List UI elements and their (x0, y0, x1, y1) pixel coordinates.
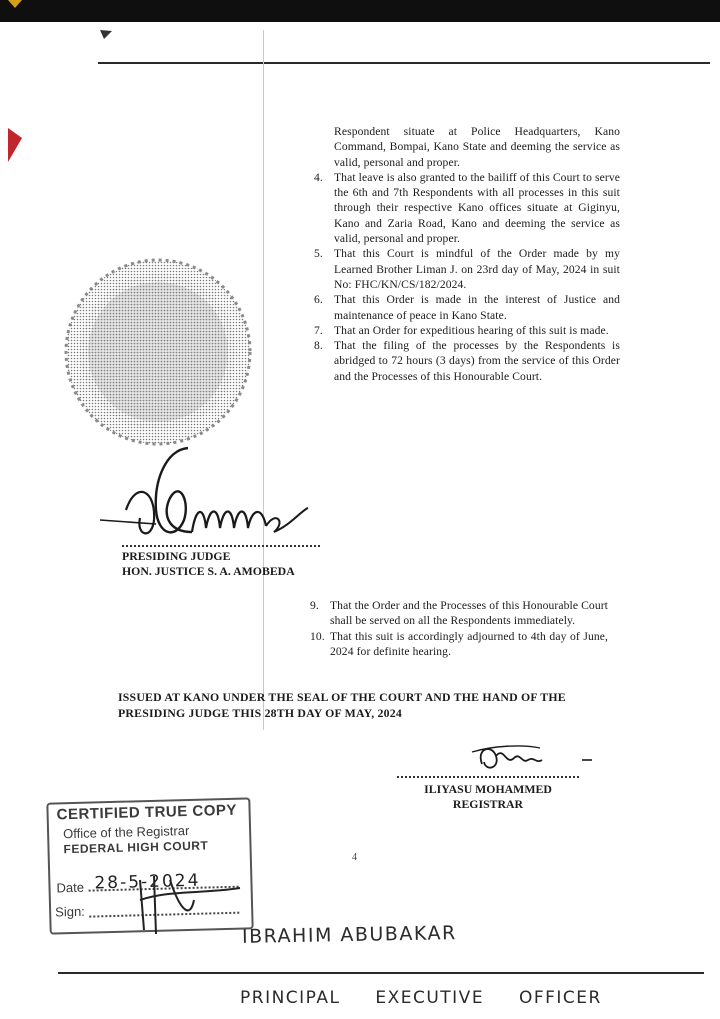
paragraph-continuation: Respondent situate at Police Headquarters, Kano Command, Bompai, Kano State and deeming the service as valid, personal and proper. (334, 125, 620, 169)
registrar-title: REGISTRAR (452, 797, 524, 811)
top-rule (98, 62, 710, 64)
stamp-signature (130, 860, 250, 940)
stamp-court: FEDERAL HIGH COURT (63, 838, 209, 857)
registrar-signature (462, 738, 602, 778)
tick-mark (100, 30, 114, 40)
issued-statement: ISSUED AT KANO UNDER THE SEAL OF THE COURT AND THE HAND OF THE PRESIDING JUDGE THIS 28TH DAY OF MAY, 2024 (118, 690, 566, 720)
bottom-rule (58, 972, 704, 974)
judge-signature-line (122, 545, 320, 547)
stamp-date-value: 28-5-2024 (94, 870, 201, 894)
red-arrow-mark (8, 128, 24, 164)
stamp-sign-label: Sign: (54, 903, 85, 920)
stamp-date-label: Date (56, 879, 85, 896)
item-number: 9. (310, 599, 319, 612)
item-number: 10. (310, 629, 325, 643)
item-number: 7. (314, 323, 323, 337)
judge-title: PRESIDING JUDGE (122, 549, 231, 563)
judge-block (122, 549, 295, 579)
item-text: That an Order for expeditious hearing of this suit is made. (334, 323, 609, 337)
list-item (314, 170, 620, 246)
list-item (310, 598, 608, 629)
top-dark-bar (0, 0, 720, 22)
registrar-signature-line (397, 776, 579, 778)
list-item (314, 323, 620, 338)
item-text: That this Order is made in the interest of Justice and maintenance of peace in Kano State. (334, 293, 620, 322)
court-seal-emblem (58, 252, 258, 452)
judge-signature (96, 440, 336, 550)
handwritten-name: IBRAHIM ABUBAKAR (241, 922, 457, 948)
red-corner-mark (8, 0, 22, 10)
page-mark: 4 (352, 852, 357, 863)
item-text: That the filing of the processes by the Respondents is abridged to 72 hours (3 days) from the service of this Order and the Processes of this Honourable Court. (334, 339, 620, 383)
list-item (310, 629, 608, 660)
registrar-name: ILIYASU MOHAMMED (424, 782, 552, 796)
list-item (314, 246, 620, 292)
list-item (314, 338, 620, 384)
registrar-block (408, 782, 568, 812)
item-number: 5. (314, 247, 323, 261)
order-text-upper (314, 124, 620, 384)
stamp-title: CERTIFIED TRUE COPY (56, 801, 238, 824)
item-text: That the Order and the Processes of this Honourable Court shall be served on all the Respondents immediately. (330, 599, 608, 628)
stamp-office: Office of the Registrar (62, 822, 190, 842)
margin-line (263, 30, 264, 730)
item-number: 6. (314, 293, 323, 307)
item-text: That leave is also granted to the bailiff of this Court to serve the 6th and 7th Respondents with all processes in this suit through their respective Kano offices situate at Giginyu, Kano and Zaria Road, Kano and deeming the service as valid, personal and proper. (334, 170, 620, 246)
item-number: 4. (314, 170, 323, 184)
judge-name: HON. JUSTICE S. A. AMOBEDA (122, 564, 295, 578)
order-text-lower (310, 598, 608, 659)
list-item (314, 292, 620, 323)
item-text: That this Court is mindful of the Order made by my Learned Brother Liman J. on 23rd day of May, 2024 in suit No: FHC/KN/CS/182/2024. (334, 247, 620, 291)
item-number: 8. (314, 339, 323, 353)
handwritten-role: PRINCIPAL EXECUTIVE OFFICER (240, 988, 602, 1008)
item-text: That this suit is accordingly adjourned to 4th day of June, 2024 for definite hearing. (330, 629, 608, 658)
